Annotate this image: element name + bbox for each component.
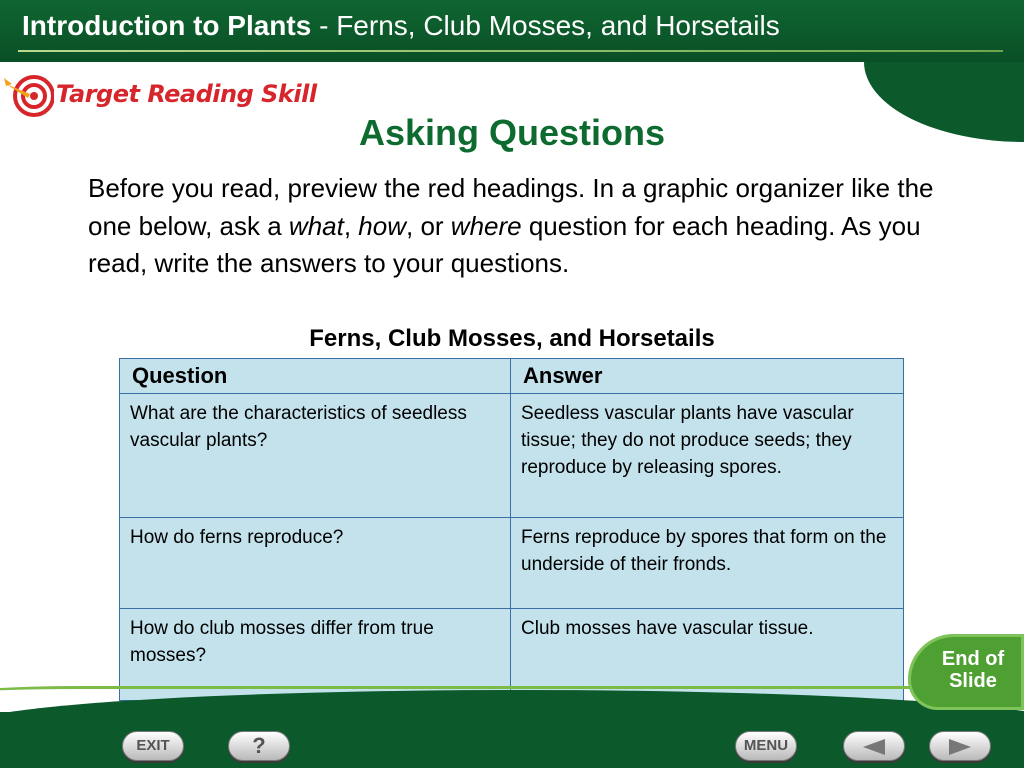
slide-title [22, 10, 780, 42]
title-subtitle: - Ferns, Club Mosses, and Horsetails [311, 10, 780, 41]
title-bold: Introduction to Plants [22, 10, 312, 41]
intro-word-what: what [288, 210, 344, 241]
column-header-question: Question [120, 359, 511, 394]
answer-cell: Club mosses have vascular tissue. [511, 609, 904, 701]
graphic-organizer-table [119, 358, 904, 701]
end-of-slide-line1: End of [941, 648, 1005, 670]
page-heading: Asking Questions [358, 112, 666, 153]
answer-cell: Ferns reproduce by spores that form on the underside of their fronds. [511, 518, 904, 609]
intro-paragraph [88, 170, 958, 283]
next-button[interactable] [929, 731, 991, 761]
intro-text-2: question for each heading. As you read, write the answers to your questions. [88, 210, 921, 278]
answer-cell: Seedless vascular plants have vascular tissue; they do not produce seeds; they reproduce by releasing spores. [511, 394, 904, 518]
previous-button[interactable] [843, 731, 905, 761]
table-row [120, 518, 904, 609]
target-reading-skill-label: Target Reading Skill [56, 80, 317, 108]
intro-sep-2: , or [406, 210, 451, 241]
slide-header [0, 0, 1024, 62]
question-cell: How do club mosses differ from true mosses? [120, 609, 511, 701]
help-button[interactable]: ? [228, 731, 290, 761]
table-row [120, 394, 904, 518]
header-rule [18, 50, 1003, 52]
intro-sep-1: , [343, 210, 359, 241]
next-arrow-icon [949, 739, 971, 755]
question-cell: What are the characteristics of seedless vascular plants? [120, 394, 511, 518]
exit-button[interactable]: EXIT [122, 731, 184, 761]
intro-word-where: where [450, 210, 522, 241]
table-title: Ferns, Club Mosses, and Horsetails [309, 325, 715, 352]
question-cell: How do ferns reproduce? [120, 518, 511, 609]
end-of-slide-button[interactable] [908, 634, 1024, 710]
intro-word-how: how [358, 210, 406, 241]
intro-text-1: Before you read, preview the red headings. In a graphic organizer like the one below, ask a [88, 173, 934, 241]
column-header-answer: Answer [511, 359, 904, 394]
end-of-slide-line2: Slide [949, 670, 997, 692]
table-header-row [120, 359, 904, 394]
menu-button[interactable]: MENU [735, 731, 797, 761]
previous-arrow-icon [863, 739, 885, 755]
